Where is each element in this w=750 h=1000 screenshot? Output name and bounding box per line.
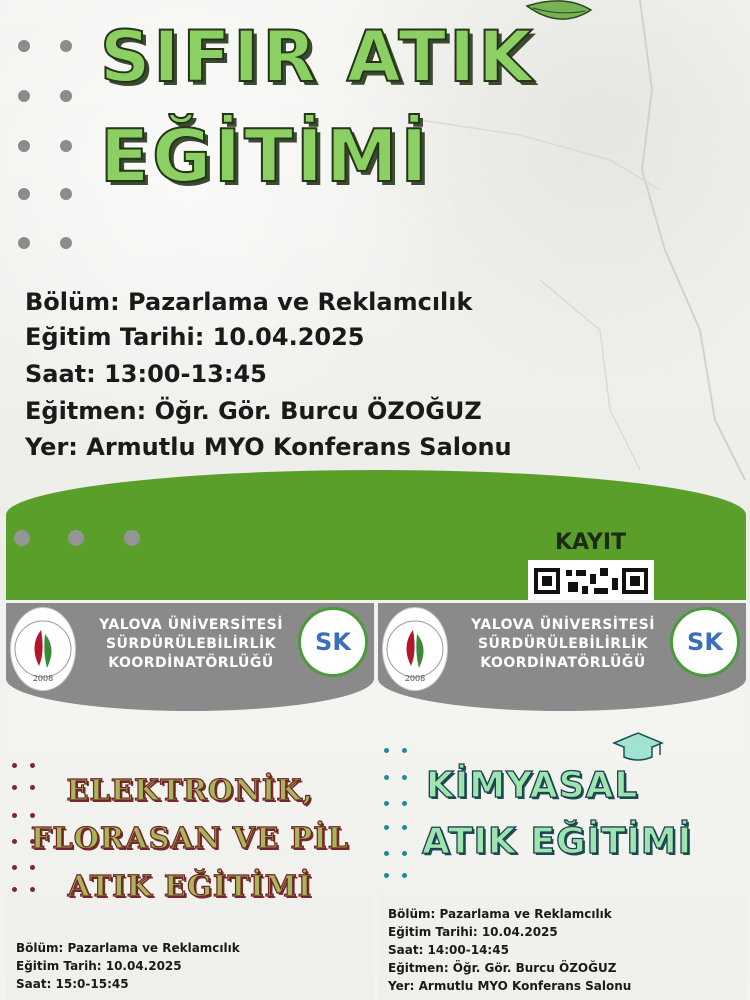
org-name-line-1: YALOVA ÜNİVERSİTESİ (471, 617, 655, 633)
logo-year: 2008 (32, 674, 54, 683)
decor-dot (402, 873, 407, 878)
sk-badge-text: SK (315, 628, 351, 656)
decor-dot (384, 801, 389, 806)
panel-title-line-1: KİMYASAL (426, 765, 639, 806)
info-time: Saat: 14:00-14:45 (388, 943, 509, 957)
panel-title-line-2: ATIK EĞİTİMİ (422, 821, 693, 862)
info-department: Bölüm: Pazarlama ve Reklamcılık (388, 907, 612, 921)
sustainability-badge (298, 607, 368, 677)
org-name-line-3: KOORDİNATÖRLÜĞÜ (480, 655, 646, 671)
electronic-waste-poster (6, 603, 374, 1000)
registration-label: KAYIT (555, 530, 627, 555)
sk-badge-text: SK (687, 628, 723, 656)
yalova-university-logo (382, 607, 448, 691)
decor-dot (68, 530, 84, 546)
info-time: Saat: 15:0-15:45 (16, 977, 129, 991)
decor-dot (402, 825, 407, 830)
graduation-cap-icon (610, 731, 666, 763)
decor-dot (12, 813, 17, 818)
info-time: Saat: 13:00-13:45 (25, 360, 267, 388)
info-location: Yer: Armutlu MYO Konferans Salonu (25, 433, 512, 461)
org-name-line-1: YALOVA ÜNİVERSİTESİ (99, 617, 283, 633)
decor-dot (384, 825, 389, 830)
decor-dot (18, 188, 30, 200)
org-name-line-2: SÜRDÜRÜLEBİLİRLİK (477, 636, 649, 652)
yalova-university-logo (10, 607, 76, 691)
decor-dot (30, 813, 35, 818)
panel-title-line-1: ELEKTRONİK, (66, 773, 314, 807)
info-department: Bölüm: Pazarlama ve Reklamcılık (25, 288, 473, 316)
decor-dot (402, 851, 407, 856)
decor-dot (402, 801, 407, 806)
sustainability-badge (670, 607, 740, 677)
info-instructor: Eğitmen: Öğr. Gör. Burcu ÖZOĞUZ (25, 397, 482, 425)
decor-dot (60, 40, 72, 52)
info-instructor: Eğitmen: Öğr. Gör. Burcu ÖZOĞUZ (388, 961, 617, 975)
decor-dot (18, 237, 30, 249)
decor-dot (18, 140, 30, 152)
panel-title-line-2: FLORASAN VE PİL (30, 821, 350, 855)
decor-dot (14, 530, 30, 546)
decor-dot (18, 90, 30, 102)
registration-qr-code[interactable] (528, 560, 654, 600)
info-location: Yer: Armutlu MYO Konferans Salonu (388, 979, 632, 993)
info-date: Eğitim Tarihi: 10.04.2025 (25, 323, 365, 351)
decor-dot (124, 530, 140, 546)
decor-dot (384, 748, 389, 753)
decor-dot (384, 851, 389, 856)
decor-dot (60, 140, 72, 152)
logo-year: 2008 (404, 674, 426, 683)
org-name-line-3: KOORDİNATÖRLÜĞÜ (108, 655, 274, 671)
qr-code-icon (528, 560, 654, 600)
decor-dot (402, 775, 407, 780)
decor-dot (60, 188, 72, 200)
decor-dot (18, 40, 30, 52)
org-name-line-2: SÜRDÜRÜLEBİLİRLİK (105, 636, 277, 652)
chemical-waste-poster (378, 603, 746, 1000)
info-date: Eğitim Tarihi: 10.04.2025 (388, 925, 558, 939)
decor-dot (384, 873, 389, 878)
info-department: Bölüm: Pazarlama ve Reklamcılık (16, 941, 240, 955)
decor-dot (384, 775, 389, 780)
decor-dot (60, 90, 72, 102)
leaf-icon (525, 0, 595, 26)
poster-title-line-2: EĞİTİMİ (100, 114, 431, 198)
decor-dot (60, 237, 72, 249)
decor-dot (402, 748, 407, 753)
poster-title-line-1: SIFIR ATIK (100, 16, 536, 98)
decor-dot (12, 763, 17, 768)
info-date: Eğitim Tarih: 10.04.2025 (16, 959, 182, 973)
decor-dot (30, 763, 35, 768)
panel-title-line-3: ATIK EĞİTİMİ (67, 869, 313, 903)
